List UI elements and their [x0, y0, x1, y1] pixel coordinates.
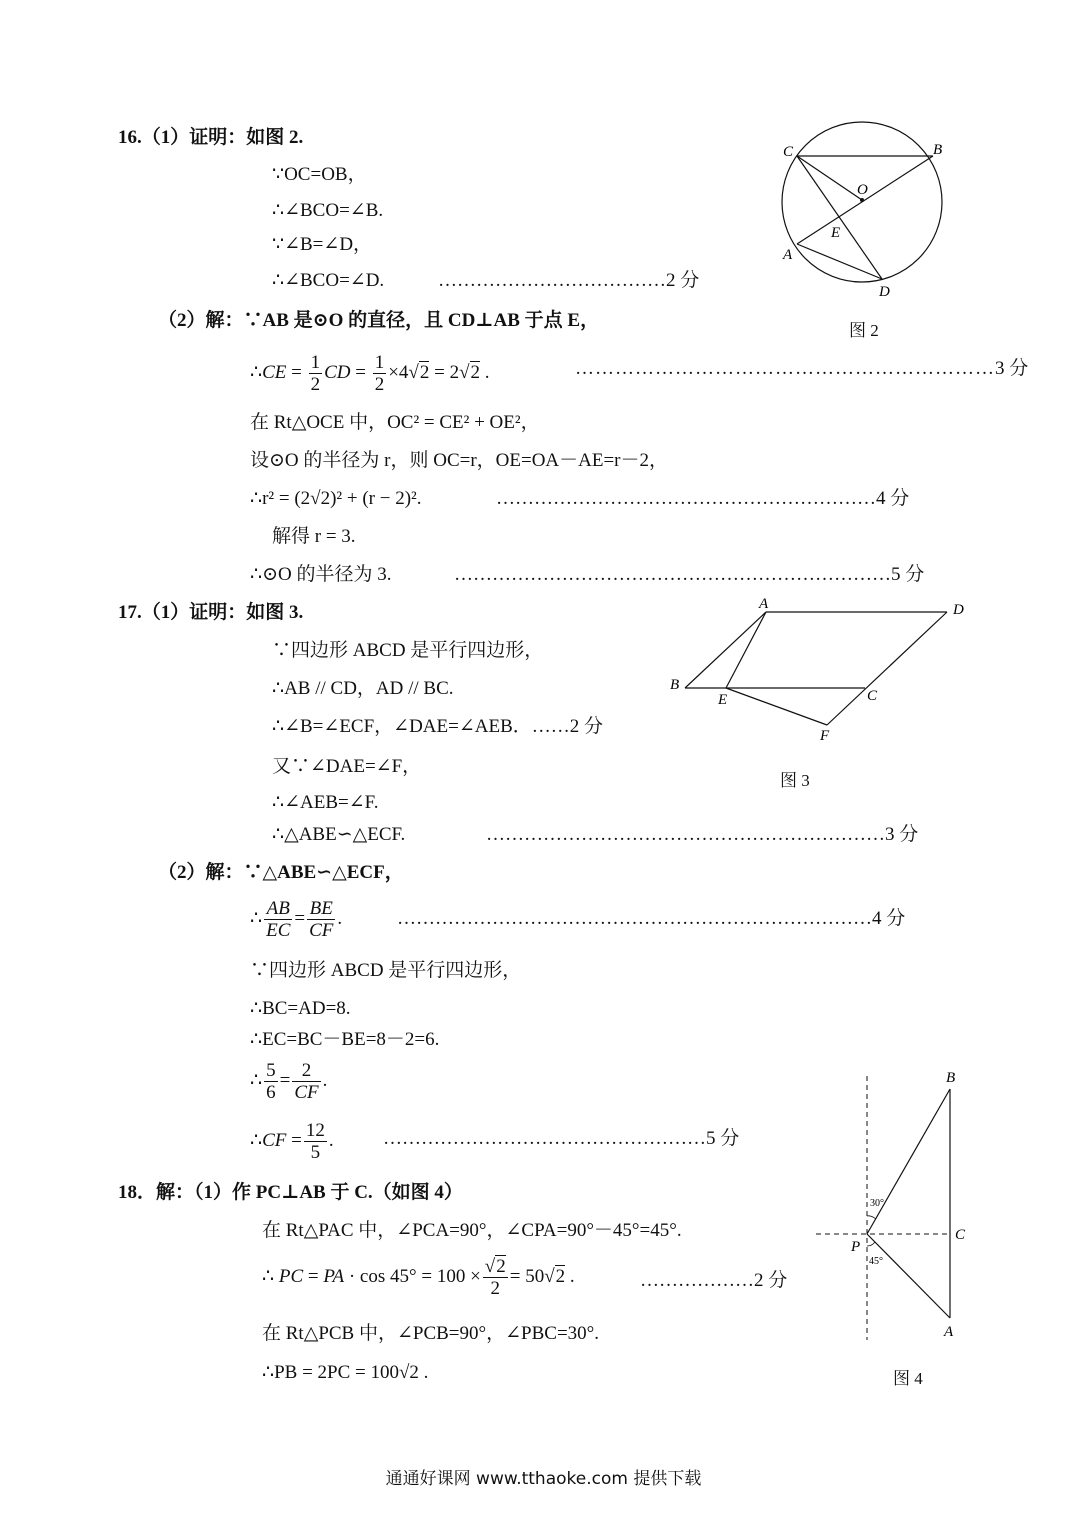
figure-4	[810, 1068, 990, 1348]
p18-line1: 在 Rt△PAC 中，∠PCA=90°，∠CPA=90°－45°=45°.	[262, 1220, 682, 1241]
fig4-angle-45: 45°	[869, 1256, 883, 1267]
fig4-arc-45	[867, 1242, 875, 1246]
p17-line12: ∴CF = $\frac{12}{5}$ .	[250, 1120, 334, 1163]
p17-score-3: ………………………………………………………3 分	[486, 824, 919, 845]
fig3-label-A: A	[759, 596, 769, 612]
figure-3	[660, 592, 980, 752]
fig2-chord-CD	[797, 156, 882, 279]
p17-line9: ∴BC=AD=8.	[250, 998, 351, 1019]
p16-score-5: ……………………………………………………………5 分	[454, 564, 925, 585]
p16-heading: 16.（1）证明：如图 2.	[118, 127, 304, 148]
p18-line4: ∴PB = 2PC = 100√2 .	[262, 1362, 429, 1383]
fig3-label-C: C	[867, 688, 878, 704]
fig4-angle-30: 30°	[870, 1198, 884, 1209]
fig4-label-P: P	[851, 1239, 861, 1255]
p16-line8: ∴r² = (2√2)² + (r − 2)².	[250, 488, 422, 509]
p16-line6: 在 Rt△OCE 中，OC² = CE² + OE²，	[250, 412, 540, 433]
p17-line5: ∴∠AEB=∠F.	[272, 792, 379, 813]
p17-line7: ∴ $\frac{AB}{EC}$ = $\frac{BE}{CF}$ .	[250, 898, 343, 941]
p16-score-2: ………………………………2 分	[438, 270, 700, 291]
p17-part2: （2）解：∵△ABE∽△ECF，	[158, 862, 404, 883]
p17-line6: ∴△ABE∽△ECF.	[272, 824, 406, 845]
fig4-caption: 图 4	[893, 1369, 923, 1388]
p17-line11: ∴ $\frac{5}{6}$ = $\frac{2}{CF}$ .	[250, 1060, 328, 1103]
fig4-label-C: C	[955, 1227, 966, 1243]
fig4-segment-PB	[867, 1089, 950, 1234]
p17-score-5: ……………………………………………5 分	[383, 1128, 740, 1149]
p17-line4: 又∵∠DAE=∠F，	[272, 756, 422, 777]
fig2-point-O	[860, 198, 864, 202]
p18-line2: ∴ PC = PA · cos 45° = 100 × $\frac{√2}{2}$ = 50√2 .	[262, 1256, 575, 1299]
fig2-label-A: A	[783, 247, 793, 263]
p16-line10: ∴⊙O 的半径为 3.	[250, 564, 392, 585]
p16-line3: ∵∠B=∠D，	[272, 234, 373, 255]
p16-line7: 设⊙O 的半径为 r，则 OC=r，OE=OA－AE=r－2，	[250, 450, 669, 471]
fig3-label-F: F	[820, 728, 830, 744]
fig3-segment-EF	[726, 688, 827, 725]
fig3-side-AB	[685, 612, 766, 688]
p16-score-3: ………………………………………………………3 分	[575, 358, 1029, 379]
fig2-segment-CO	[797, 156, 862, 200]
fig2-label-C: C	[783, 144, 794, 160]
p16-line1: ∵OC=OB，	[272, 164, 367, 185]
p17-line8: ∵四边形 ABCD 是平行四边形，	[250, 960, 522, 981]
fig3-caption: 图 3	[780, 771, 810, 790]
p17-heading: 17.（1）证明：如图 3.	[118, 602, 304, 623]
fig2-label-O: O	[857, 182, 868, 198]
p18-heading: 18．解：（1）作 PC⊥AB 于 C.（如图 4）	[118, 1182, 463, 1203]
p18-score-2: ………………2 分	[640, 1270, 788, 1291]
p16-line4: ∴∠BCO=∠D.	[272, 270, 385, 291]
p17-line3: ∴∠B=∠ECF，∠DAE=∠AEB．……2 分	[272, 716, 604, 737]
fig2-label-D: D	[879, 284, 890, 300]
p16-part2: （2）解：∵AB 是⊙O 的直径，且 CD⊥AB 于点 E，	[158, 310, 600, 331]
fig2-caption: 图 2	[849, 321, 879, 340]
fig4-arc-30	[867, 1216, 876, 1219]
p17-score-4: …………………………………………………………………4 分	[397, 908, 906, 929]
page-footer: 通通好课网 www.tthaoke.com 提供下载	[385, 1469, 702, 1489]
fig3-label-E: E	[718, 692, 728, 708]
p16-line5: ∴CE = $\frac{1}{2}$ CD = $\frac{1}{2}$ ×4√2 = 2√2 .	[250, 352, 490, 395]
fig2-label-E: E	[831, 225, 841, 241]
fig3-segment-AE	[726, 612, 766, 688]
fig2-label-B: B	[933, 142, 943, 158]
p16-line9: 解得 r = 3.	[272, 526, 356, 547]
fig3-side-DCF	[827, 612, 947, 725]
p16-score-4: ……………………………………………………4 分	[496, 488, 910, 509]
p17-line1: ∵四边形 ABCD 是平行四边形，	[272, 640, 544, 661]
p17-line10: ∴EC=BC－BE=8－2=6.	[250, 1029, 440, 1050]
fig3-label-D: D	[953, 602, 964, 618]
fig3-label-B: B	[670, 677, 680, 693]
fig4-segment-PA	[867, 1234, 950, 1318]
figure-2	[775, 120, 955, 310]
fig4-label-B: B	[946, 1070, 956, 1086]
p17-line2: ∴AB // CD，AD // BC.	[272, 678, 454, 699]
fig4-label-A: A	[944, 1324, 954, 1340]
p16-line2: ∴∠BCO=∠B.	[272, 200, 384, 221]
p18-line3: 在 Rt△PCB 中，∠PCB=90°，∠PBC=30°.	[262, 1323, 600, 1344]
